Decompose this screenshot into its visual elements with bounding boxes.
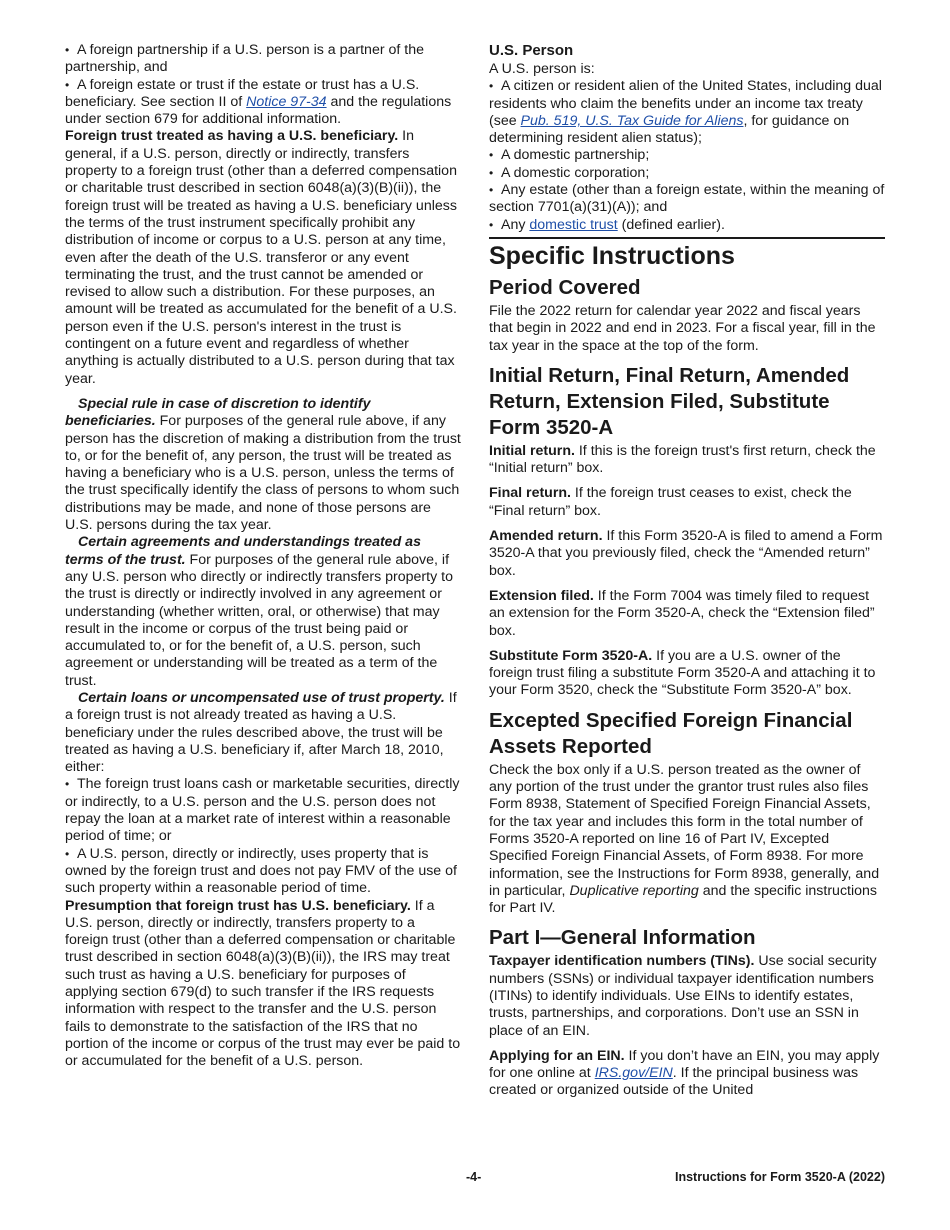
right-column (489, 42, 885, 1108)
heading-initial-final-return: Initial Return, Final Return, Amended Return, Extension Filed, Substitute Form 3520-A (489, 363, 850, 439)
bullet-trust-loans: • The foreign trust loans cash or marketable securities, directly or indirectly, to a U.S. person and the U.S. person does not repay the loan at a market rate of interest within a reasonable period of time; or (65, 776, 461, 845)
paragraph-special-rule-discretion: Special rule in case of discretion to identify beneficiaries. For purposes of the general rule above, if any person has the discretion of making a distribution from the trust to, or for the benefit of, any person, the trust will be treated as having a beneficiary who is a U.S. person, unless the terms of the trust specifically identify the class of persons to whom such distributions may be made, and none of those persons are U.S. persons during the tax year. (65, 395, 461, 534)
paragraph-excepted-assets: Check the box only if a U.S. person treated as the owner of any portion of the trust under the grantor trust rules also files Form 8938, Statement of Specified Foreign Financial Assets, for the tax year and includes this form in the total number of Forms 3520-A reported on line 16 of Part IV, Excepted Specified Foreign Financial Assets, of Form 8938. For more information, see the Instructions for Form 8938, generally, and in particular, Duplicative reporting and the specific instructions for Part IV. (489, 761, 880, 917)
heading-period-covered: Period Covered (489, 275, 641, 299)
paragraph-agreements-understandings: Certain agreements and understandings treated as terms of the trust. For purposes of the general rule above, if any U.S. person who directly or indirectly transfers property to the trust is directly or indirectly involved in any agreement or understanding (whether written, oral, or otherwise) that may result in the income or corpus of the trust being paid or accumulated to, or for the benefit of, a U.S. person, such agreement or understanding will be treated as a term of the trust. (65, 534, 453, 689)
paragraph-period-covered: File the 2022 return for calendar year 2022 and fiscal years that begin in 2022 and end in 2023. For a fiscal year, fill in the tax year in the space at the top of the form. (489, 302, 876, 354)
domestic-trust-link[interactable]: domestic trust (529, 216, 618, 233)
footer-doc-title: Instructions for Form 3520-A (2022) (674, 1170, 885, 1184)
bullet-estate: • Any estate (other than a foreign estate, within the meaning of section 7701(a)(31)(A)); and (489, 182, 885, 217)
paragraph-applying-ein: Applying for an EIN. If you don’t have an EIN, you may apply for one online at IRS.gov/EIN. If the principal business was created or organized outside of the United (489, 1047, 880, 1099)
paragraph-foreign-trust-us-beneficiary: Foreign trust treated as having a U.S. beneficiary. In general, if a U.S. person, directly or indirectly, transfers property to a foreign trust (other than a deferred compensation or charitable trust described in section 6048(a)(3)(B)(ii)), the foreign trust will be treated as having a U.S. beneficiary unless the terms of the trust instrument specifically prohibit any distribution of income or corpus to a U.S. person at any time, even after the death of the U.S. transferor or any event terminating the trust, and the trust cannot be amended or revised to allow such a distribution. For these purposes, an amount will be treated as accumulated for the benefit of a U.S. person even if the U.S. person's interest in the trust is contingent on a future event and regardless of whether anything is actually distributed to a U.S. person during that tax year. (65, 128, 457, 387)
heading-us-person: U.S. Person (489, 42, 574, 59)
paragraph-loans-uncompensated-use: Certain loans or uncompensated use of trust property. If a foreign trust is not already treated as having a U.S. beneficiary under the rules described above, the trust will be treated as having a U.S. beneficiary if, after March 18, 2010, either: (65, 689, 457, 776)
paragraph-presumption: Presumption that foreign trust has U.S. beneficiary. If a U.S. person, directly or indirectly, transfers property to a foreign trust (other than a deferred compensation or charitable trust described in section 6048(a)(3)(B)(ii)), the IRS may treat such trust as having a U.S. beneficiary for purposes of applying section 679(d) to such transfer if the IRS requests information with respect to the transfer and the U.S. person fails to demonstrate to the satisfaction of the IRS that no portion of the income or corpus of the trust may ever be paid to or accumulated for the benefit of a U.S. person. (65, 897, 461, 1070)
heading-part-1-general-info: Part I—General Information (489, 926, 756, 950)
page-number: -4- (466, 1170, 482, 1184)
heading-specific-instructions: Specific Instructions (489, 237, 885, 271)
bullet-domestic-corporation: • A domestic corporation; (489, 165, 885, 182)
paragraph-tins: Taxpayer identification numbers (TINs). Use social security numbers (SSNs) or individual taxpayer identification numbers (ITINs) to identify individuals. Use EINs to identify estates, trusts, partnerships, and corporations. Don’t use an SSN in place of an EIN. (489, 953, 877, 1039)
bullet-domestic-trust: • Any domestic trust (defined earlier). (489, 217, 885, 234)
heading-excepted-assets: Excepted Specified Foreign Financial Assets Reported (489, 708, 853, 758)
paragraph-extension-filed: Extension filed. If the Form 7004 was timely filed to request an extension for the Form 3520-A, check the “Extension filed” box. (489, 587, 875, 639)
bullet-citizen-resident: • A citizen or resident alien of the United States, including dual residents who claim the benefits under an income tax treaty (see Pub. 519, U.S. Tax Guide for Aliens, for guidance on determining resident alien status); (489, 78, 885, 147)
paragraph-amended-return: Amended return. If this Form 3520-A is filed to amend a Form 3520-A that you previously filed, check the “Amended return” box. (489, 528, 883, 579)
paragraph-substitute-form: Substitute Form 3520-A. If you are a U.S. owner of the foreign trust filing a substitute Form 3520-A and attaching it to your Form 3520, check the “Substitute Form 3520-A” box. (489, 647, 876, 699)
pub-519-link[interactable]: Pub. 519, U.S. Tax Guide for Aliens (520, 112, 744, 129)
notice-97-34-link[interactable]: Notice 97-34 (246, 93, 327, 110)
bullet-domestic-partnership: • A domestic partnership; (489, 147, 885, 164)
bullet-foreign-partnership: • A foreign partnership if a U.S. person is a partner of the partnership, and (65, 42, 461, 77)
paragraph-final-return: Final return. If the foreign trust ceases to exist, check the “Final return” box. (489, 485, 852, 519)
left-column (65, 42, 461, 1079)
bullet-uses-property: • A U.S. person, directly or indirectly, uses property that is owned by the foreign trust and does not pay FMV of the use of such property within a reasonable period of time. (65, 846, 461, 898)
bullet-foreign-estate: • A foreign estate or trust if the estate or trust has a U.S. beneficiary. See section II of Notice 97-34 and the regulations under section 679 for additional information. (65, 77, 461, 129)
paragraph-initial-return: Initial return. If this is the foreign trust's first return, check the “Initial return” box. (489, 442, 876, 477)
irs-ein-link[interactable]: IRS.gov/EIN (594, 1065, 673, 1082)
us-person-intro: A U.S. person is: (489, 61, 595, 77)
